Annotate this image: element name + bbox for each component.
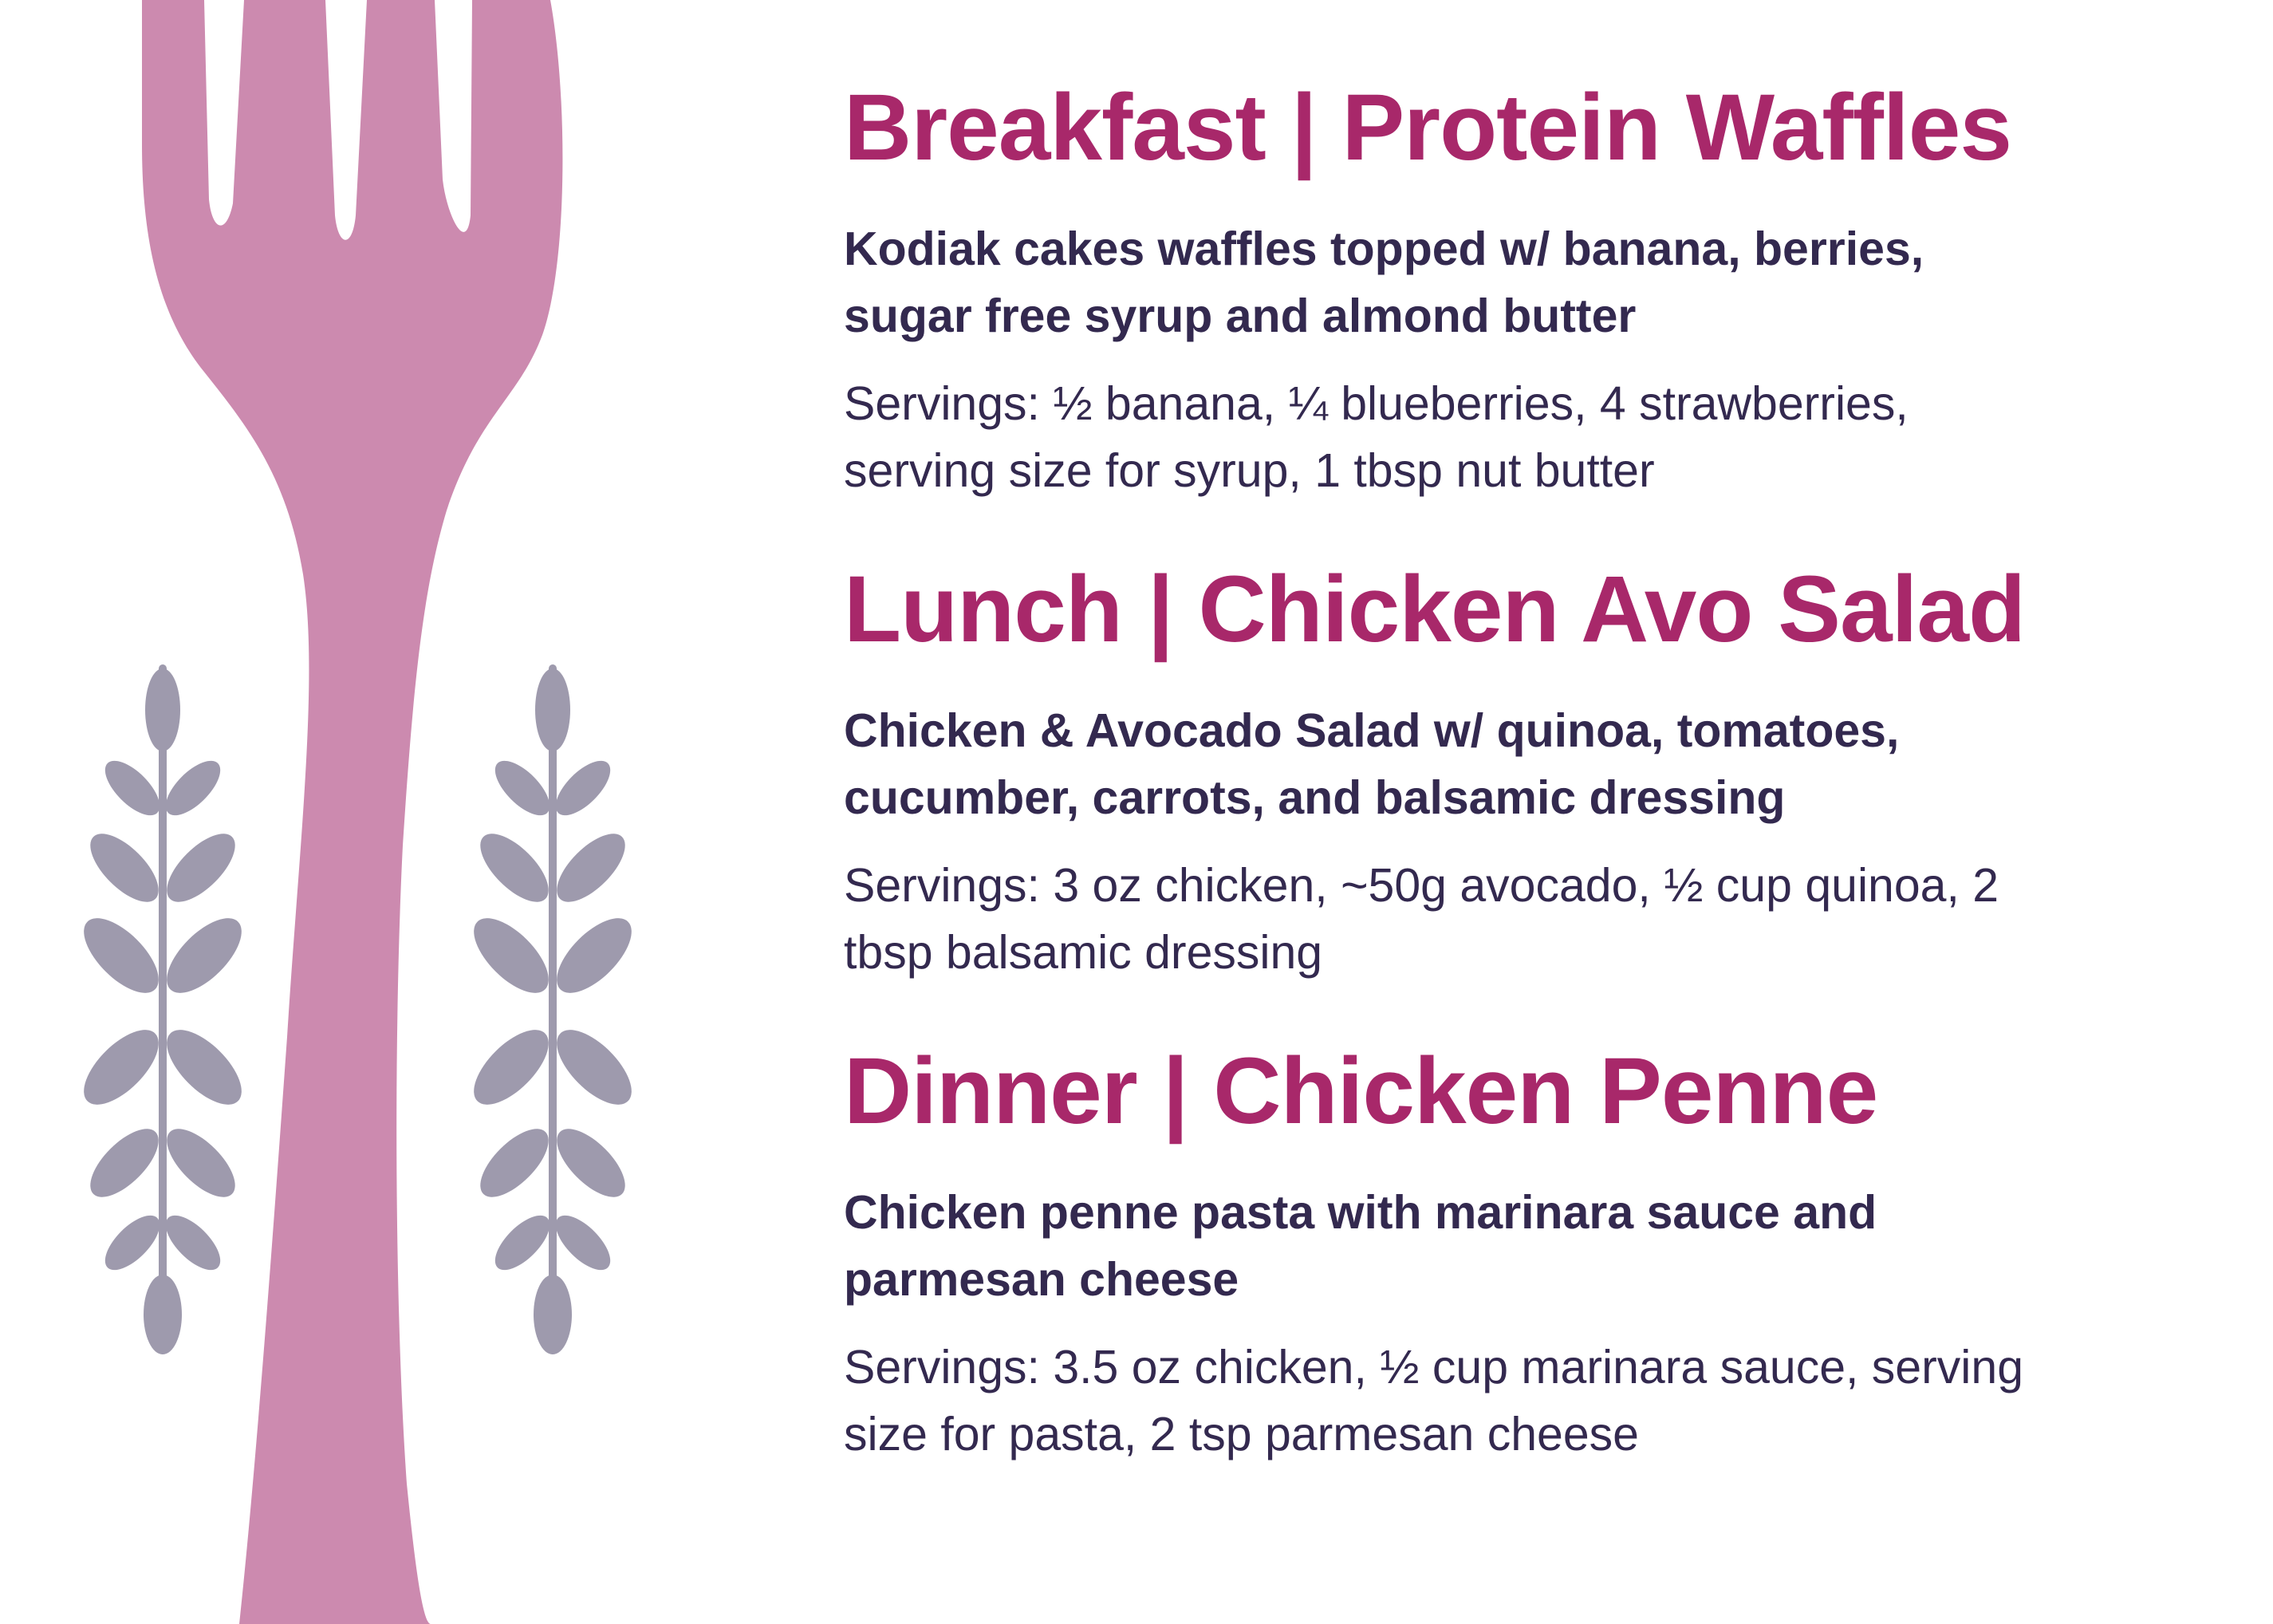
meal-servings: Servings: 3.5 oz chicken, ½ cup marinara sauce, serving size for pasta, 2 tsp parmesan cheese bbox=[844, 1341, 2024, 1460]
fork-icon bbox=[142, 0, 562, 1624]
meal-description: Chicken penne pasta with marinara sauce and parmesan cheese bbox=[844, 1186, 1877, 1306]
meal-plan bbox=[844, 72, 2200, 1517]
leaf-sprig-icon-left bbox=[72, 668, 254, 1354]
illustration bbox=[0, 0, 798, 1624]
meal-description: Chicken & Avocado Salad w/ quinoa, tomatoes, cucumber, carrots, and balsamic dressing bbox=[844, 704, 1900, 824]
meal-dinner bbox=[844, 1035, 2200, 1468]
meal-title: Lunch | Chicken Avo Salad bbox=[844, 557, 2026, 662]
meal-breakfast bbox=[844, 72, 2200, 504]
meal-title: Dinner | Chicken Penne bbox=[844, 1039, 1878, 1144]
meal-title: Breakfast | Protein Waffles bbox=[844, 75, 2011, 180]
leaf-sprig-icon-right bbox=[462, 668, 644, 1354]
meal-lunch bbox=[844, 554, 2200, 986]
meal-servings: Servings: 3 oz chicken, ~50g avocado, ½ cup quinoa, 2 tbsp balsamic dressing bbox=[844, 859, 1999, 979]
meal-servings: Servings: ½ banana, ¼ blueberries, 4 strawberries, serving size for syrup, 1 tbsp nut butter bbox=[844, 377, 1909, 497]
meal-description: Kodiak cakes waffles topped w/ banana, berries, sugar free syrup and almond butter bbox=[844, 223, 1924, 342]
